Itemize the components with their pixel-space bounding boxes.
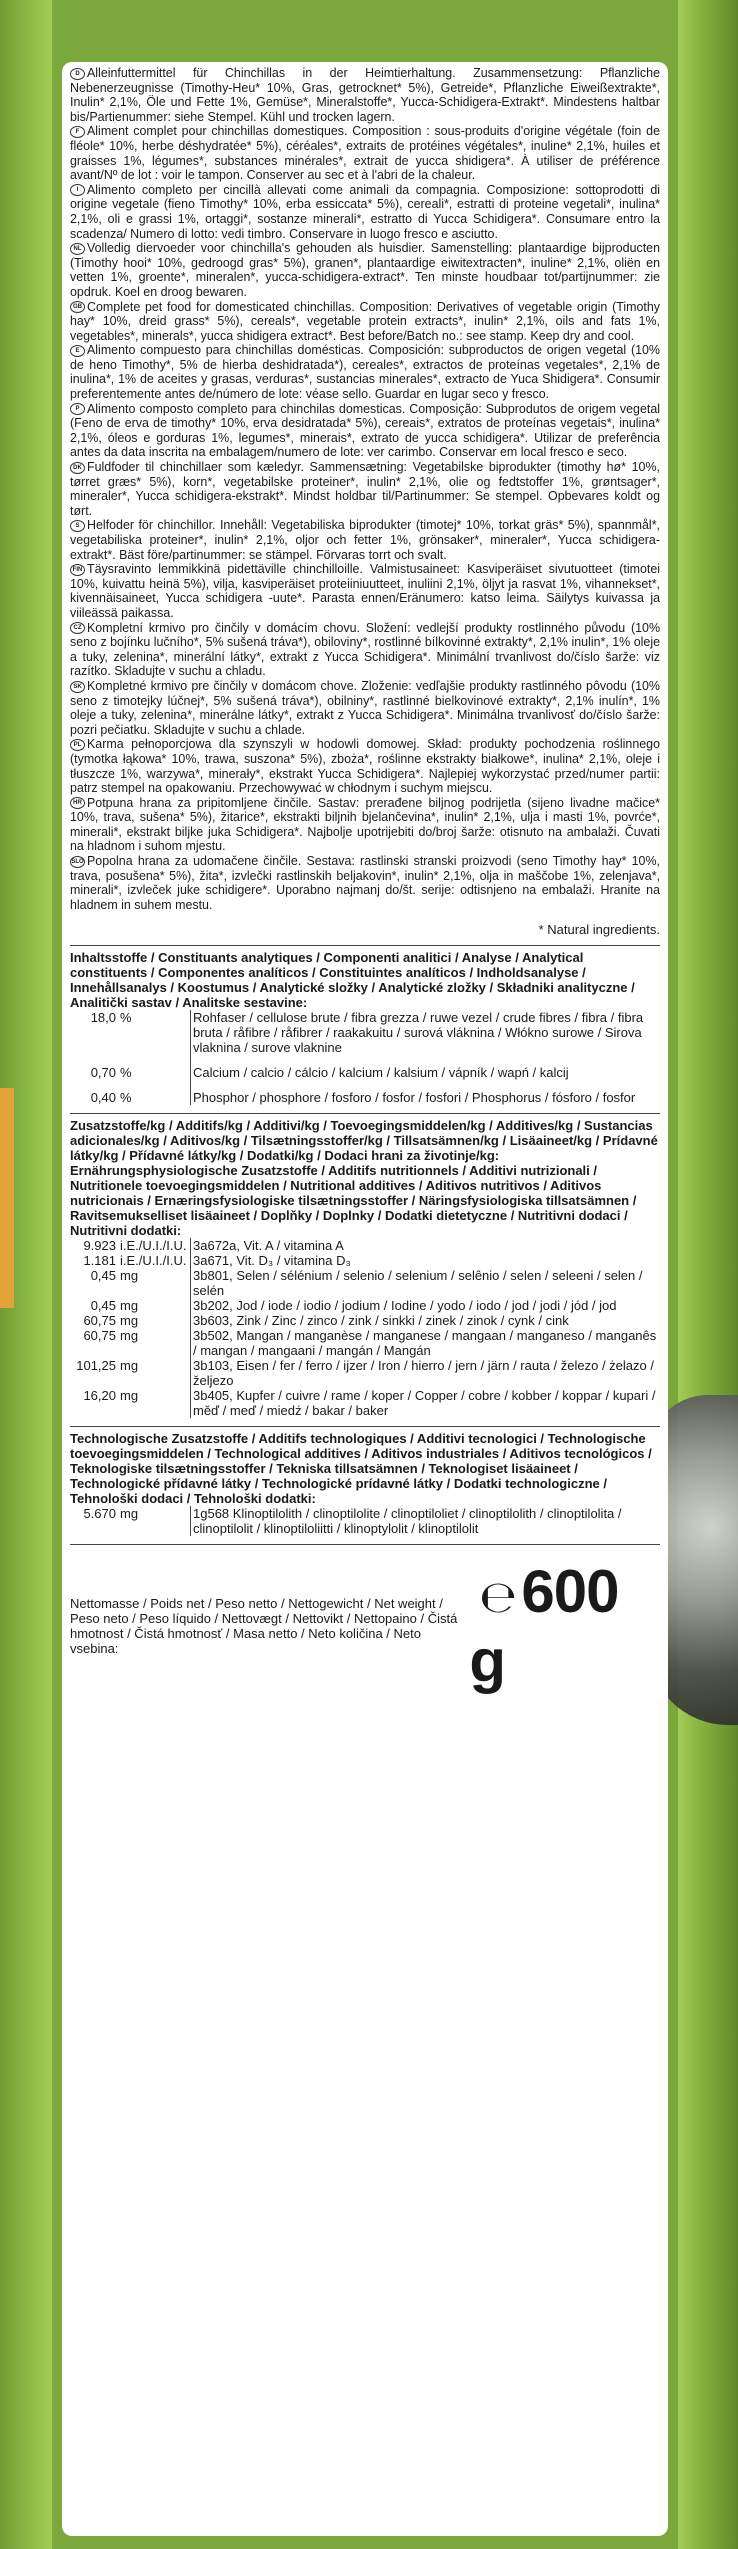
flag-icon: PL — [70, 739, 85, 751]
row-unit: mg — [118, 1313, 191, 1328]
flag-icon: HR — [70, 797, 85, 809]
row-unit: mg — [118, 1268, 191, 1298]
flag-icon: DK — [70, 462, 85, 474]
label-panel — [62, 62, 668, 2536]
row-unit: mg — [118, 1388, 191, 1418]
row-desc: 3b202, Jod / iode / iodio / jodium / Iodine / yodo / iodo / jod / jodi / jód / jod — [193, 1298, 617, 1314]
net-weight-value: 600 g — [469, 1558, 619, 1695]
lang-block-es: E Alimento compuesto para chinchillas domésticas. Composición: subproductos de origen vegetal (10% de heno Timothy*, 5% de hierba deshidratada*), cereales*, extractos de proteínas vegetales*, 2,1% de inulina*, 1% de aceites y grasas, verduras*, sustancias minerales*, extracto de Yuca Shidigera*. Consumir preferentemente antes de/número de lote: véase sello. Guardar en lugar seco y fresco. — [70, 343, 660, 402]
flag-icon: SK — [70, 681, 85, 693]
row-value: 0,40 — [90, 1090, 116, 1106]
table-row — [70, 1358, 660, 1388]
divider — [70, 1113, 660, 1114]
table-row — [70, 1253, 660, 1268]
lang-block-fi: FIN Täysravinto lemmikkinä pidettäville chinchilloille. Valmistusaineet: Kasviperäiset sivutuotteet (timotei 10%, kuivattu heinä 5%), vilja, kasviperäiset proteiiniuutteet, inuliini 2,1%, öljyt ja rasvat 1%, vihannekset*, kivennäisaineet, Yucca schidigera -uute*. Parasta ennen/Eränumero: katso leima. Säilytys kuivassa ja viileässä paikassa. — [70, 562, 660, 620]
analytical-heading: Inhaltsstoffe / Constituants analytiques / Componenti analitici / Analyse / Analytical constituents / Componentes analíticos / Constituintes analíticos / Indholdsanalyse / Innehållsanalys / Koostumus / Analytické složky / Analytické zložky / Składniki analityczne / Analitički sastav / Analitske sestavine: — [70, 950, 635, 1011]
row-unit: i.E./U.I./I.U. — [118, 1238, 191, 1253]
flag-icon: I — [70, 184, 85, 196]
row-value: 0,45 — [90, 1268, 116, 1284]
row-desc: 3b502, Mangan / manganèse / manganese / mangaan / manganeso / manganês / mangan / mangaani / mangán / Mangán — [193, 1328, 657, 1359]
row-value: 5.670 — [83, 1506, 116, 1522]
row-unit: % — [118, 1080, 191, 1105]
row-desc: 3b801, Selen / sélénium / selenio / selenium / selênio / selen / seleeni / selen / selén — [193, 1268, 643, 1299]
lang-block-cz: CZ Kompletní krmivo pro činčily v domácím chovu. Složení: vedlejší produkty rostlinného původu (10% seno z bojínku lučního*, 5% sušená tráva*), obiloviny*, rostlinné bílkovinné extrakty*, 2,1% inulin*, 1% oleje a tuky, zelenina*, minerální látky*, extrakt z Yucca Schidigera*. Minimální trvanlivost do/číslo šarže: viz razítko. Skladujte v suchu a chladu. — [70, 620, 660, 679]
lang-block-dk: DK Fuldfoder til chinchillaer som kæledyr. Sammensætning: Vegetabilske biprodukter (timothy hø* 10%, tørret græs* 5%), korn*, vegetabilske proteiner*, inulin* 2,1%, olie og fedtstoffer 1%, grøntsager*, mineraler*, Yucca schidigera-ekstrakt*. Mindst holdbar til/Partinummer: Se stempel. Opbevares koldt og tørt. — [70, 460, 660, 518]
row-value: 9.923 — [83, 1238, 116, 1254]
row-unit: mg — [118, 1298, 191, 1313]
table-row — [70, 1268, 660, 1298]
row-value: 0,45 — [90, 1298, 116, 1314]
flag-icon: D — [70, 68, 85, 80]
analytical-section — [70, 950, 660, 1105]
additives-table — [70, 1238, 660, 1418]
row-desc: Calcium / calcio / cálcio / kalcium / kalsium / vápník / wapń / kalcij — [193, 1065, 569, 1081]
row-desc: 1g568 Klinoptilolith / clinoptilolite / clinoptiloliet / clinoptilolith / clinoptilolita / clinoptilolit / klinoptiloliitti / klinoptylolit / klinoptilolit — [193, 1506, 622, 1537]
flag-icon: SLO — [70, 856, 85, 868]
lang-block-pt: P Alimento composto completo para chinchilas domesticas. Composição: Subprodutos de origem vegetal (Feno de erva de timothy* 10%, erva desidratada* 5%), cereais*, extratos de proteínas vegetais*, inulina* 2,1%, óleos e gorduras 1%, legumes*, minerais*, extrato de yucca schidigera*. Utilizar de preferência antes da data inscrita na embalagem/numero de lote: ver carimbo. Conservar em local fresco e seco. — [70, 401, 660, 460]
flag-icon: E — [70, 345, 85, 357]
technological-heading: Technologische Zusatzstoffe / Additifs technologiques / Additivi tecnologici / Technologische toevoegingsmiddelen / Technological additives / Aditivos industriales / Aditivos tecnológicos / Teknologiske tilsætningsstoffer / Tekniska tillsatsämnen / Teknologiset lisäaineet / Technologické přídavné látky / Technologické prídavné látky / Dodatki technologiczne / Tehnološki dodaci / Tehnološki dodatki: — [70, 1431, 652, 1507]
row-desc: 3b603, Zink / Zinc / zinco / zink / sinkki / zinek / zinok / cynk / cink — [193, 1313, 569, 1329]
row-value: 0,70 — [90, 1065, 116, 1081]
divider — [70, 1426, 660, 1427]
lang-block-it: I Alimento completo per cincillà allevati come animali da compagnia. Composizione: sottoprodotti di origine vegetale (fieno Timothy* 10%, erba essiccata* 5%), cereali*, estratti di proteine vegetali*, inulina* 2,1%, oli e grassi 1%, ortaggi*, sostanze minerali*, estratto di Yucca Schidigera*. Consumare entro la scadenza/ Numero di lotto: vedi timbro. Conservare in luogo fresco e asciutto. — [70, 182, 660, 241]
flag-icon: F — [70, 126, 85, 138]
nutritional-additives-heading: Ernährungsphysiologische Zusatzstoffe / Additifs nutritionnels / Additivi nutrizionali / Nutritionele toevoegingsmiddelen / Nutritional additives / Aditivos nutritivos / Aditivos nutricionais / Ernæringsfysiologiske tilsætningsstoffer / Näringsfysiologiska tillsatsämnen / Ravitsemukselliset lisäaineet / Doplňky / Doplnky / Dodatki dietetyczne / Nutritivni dodaci / Nutritivni dodatki: — [70, 1163, 637, 1239]
row-desc: 3b103, Eisen / fer / ferro / ijzer / Iron / hierro / jern / järn / rauta / železo / żelazo / željezo — [193, 1358, 654, 1389]
table-row — [70, 1388, 660, 1418]
lang-block-hr: HR Potpuna hrana za pripitomljene činčile. Sastav: prerađene biljnog podrijetla (sijeno livadne mačice* 10%, trava, sušena* 5%), žitarice*, ekstrakti biljnih bjelančevina*, inulin* 2,1%, ulja i masti 1%, povrće*, minerali*, ekstrakt biljke juka Schidigera*. Najbolje upotrijebiti do/broj šarže: otisnuto na ambalaži. Čuvati na hladnom i suhom mjestu. — [70, 795, 660, 854]
flag-icon: CZ — [70, 622, 85, 634]
flag-icon: S — [70, 520, 85, 532]
package-side-right — [678, 0, 738, 2549]
lang-block-pl: PL Karma pełnoporcjowa dla szynszyli w hodowli domowej. Skład: produkty pochodzenia roślinnego (tymotka łąkowa* 10%, trawa, suszona* 5%), zboża*, roślinne ekstrakty białkowe*, inulina* 2,1%, oleje i tłuszcze 1%, warzywa*, minerały*, ekstrakt Yucca Schidigera*. Najlepiej wykorzystać przed/numer partii: patrz stempel na opakowaniu. Przechowywać w chłodnym i suchym miejscu. — [70, 737, 660, 796]
lang-block-de: D Alleinfuttermittel für Chinchillas in der Heimtierhaltung. Zusammensetzung: Pflanzliche Nebenerzeugnisse (Timothy-Heu* 10%, Gras, getrocknet* 5%), Getreide*, Pflanzliche Eiweißextrakte*, Inulin* 2,1%, Öle und Fette 1%, Gemüse*, Mineralstoffe*, Yucca-Schidigera-Extrakt*. Mindestens haltbar bis/Partienummer: siehe Stempel. Kühl und trocken lagern. — [70, 66, 660, 124]
flag-icon: FIN — [70, 564, 85, 576]
technological-table — [70, 1506, 660, 1536]
row-unit: i.E./U.I./I.U. — [118, 1253, 191, 1268]
table-row — [70, 1328, 660, 1358]
row-value: 60,75 — [83, 1328, 116, 1344]
flag-icon: P — [70, 403, 85, 415]
row-value: 18,0 — [90, 1010, 116, 1026]
row-desc: 3a672a, Vit. A / vitamina A — [193, 1238, 344, 1254]
table-row — [70, 1080, 660, 1105]
flag-icon: NL — [70, 243, 85, 255]
lang-block-slo: SLO Popolna hrana za udomačene činčile. Sestava: rastlinski stranski proizvodi (seno Timothy hay* 10%, trava, posušena* 5%), žita*, izvlečki rastlinskih beljakovin*, inulin* 2,1%, olja in maščobe 1%, zelenjava*, minerali*, izvleček juke schidigere*. Uporabno najmanj do/št. serije: odtisnjeno na embalaži. Hranite na hladnem in suhem mestu. — [70, 854, 660, 912]
row-unit: mg — [118, 1358, 191, 1388]
row-desc: Rohfaser / cellulose brute / fibra grezza / ruwe vezel / crude fibres / fibra / fibra bruta / råfibre / råfibrer / raakakuitu / surová vláknina / Włókno surowe / Sirova vlaknina / surove vlaknine — [193, 1010, 644, 1056]
row-unit: mg — [118, 1506, 191, 1536]
row-desc: 3a671, Vit. D₃ / vitamina D₃ — [193, 1253, 351, 1269]
table-row — [70, 1313, 660, 1328]
package-accent-strip — [0, 1088, 14, 1308]
lang-block-sk: SK Kompletné krmivo pre činčily v domácom chove. Zloženie: vedľajšie produkty rastlinného pôvodu (10% seno z timotejky lúčnej*, 5% sušená tráva*), obilniny*, rastlinné bielkovinové extrakty*, 2,1% inulín*, 1% oleje a tuky, zelenina*, minerálne látky*, extrakt z Yucca Schidigera*. Minimálna trvanlivosť do/číslo šarže: pozri pečiatku. Skladujte v suchu a chlade. — [70, 678, 660, 737]
divider — [70, 1544, 660, 1545]
additives-section — [70, 1118, 660, 1418]
lang-block-fr: F Aliment complet pour chinchillas domestiques. Composition : sous-produits d'origine végétale (foin de fléole* 10%, herbe déshydratée* 5%), céréales*, extraits de protéines végétales*, inuline* 2,1%, huiles et graisses 1%, légumes*, substances minérales*, extrait de yucca shidigera*. À utiliser de préférence avant/Nº de lot : voir le tampon. Conserver au sec et à l'abri de la chaleur. — [70, 124, 660, 183]
lang-block-se: S Helfoder för chinchillor. Innehåll: Vegetabiliska biprodukter (timotej* 10%, torkat gräs* 5%), spannmål*, vegetabiliska proteiner*, inulin* 2,1%, oljor och fetter 1%, grönsaker*, mineraler*, Yucca schidigera-extrakt*. Bäst före/partinummer: se stämpel. Förvaras torrt och svalt. — [70, 518, 660, 562]
composition-list — [70, 66, 660, 912]
additives-heading: Zusatzstoffe/kg / Additifs/kg / Additivi/kg / Toevoegingsmiddelen/kg / Additives/kg / Sustancias adicionales/kg / Aditivos/kg / Tilsætningsstoffer/kg / Tillsatsämnen/kg / Lisäaineet/kg / Prídavné látky/kg / Přídavné látky/kg / Dodatki/kg / Dodaci hrani za životinje/kg: — [70, 1118, 658, 1164]
net-weight — [70, 1557, 660, 1695]
row-unit: % — [118, 1055, 191, 1080]
row-value: 60,75 — [83, 1313, 116, 1329]
row-unit: % — [118, 1010, 191, 1055]
divider — [70, 945, 660, 946]
table-row — [70, 1506, 660, 1536]
analytical-table — [70, 1010, 660, 1105]
table-row — [70, 1238, 660, 1253]
row-value: 101,25 — [76, 1358, 116, 1374]
net-weight-labels: Nettomasse / Poids net / Peso netto / Nettogewicht / Net weight / Peso neto / Peso líquido / Nettovægt / Nettovikt / Nettopaino / Čistá hmotnost / Čistá hmotnosť / Masa netto / Neto količina / Neto vsebina: — [70, 1596, 458, 1657]
table-row — [70, 1298, 660, 1313]
technological-section — [70, 1431, 660, 1536]
row-value: 16,20 — [83, 1388, 116, 1404]
estimated-sign-icon: ℮ — [479, 1572, 517, 1624]
flag-icon: GB — [70, 301, 85, 313]
row-unit: mg — [118, 1328, 191, 1358]
row-value: 1.181 — [83, 1253, 116, 1269]
table-row — [70, 1055, 660, 1080]
table-row — [70, 1010, 660, 1055]
row-desc: 3b405, Kupfer / cuivre / rame / koper / Copper / cobre / kobber / koppar / kupari / měď / meď / miedź / bakar / baker — [193, 1388, 656, 1419]
natural-ingredients-note: * Natural ingredients. — [538, 922, 660, 938]
lang-block-nl: NL Volledig diervoeder voor chinchilla's gehouden als huisdier. Samenstelling: plantaardige bijproducten (Timothy hooi* 10%, gedroogd gras* 5%), granen*, plantaardige eiwitextracten*, inuline* 2,1%, oliën en vetten 1%, groente*, mineralen*, yucca-schidigera-extract*. Ten minste houdbaar tot/partijnummer: zie opdruk. Koel en droog bewaren. — [70, 241, 660, 299]
row-desc: Phosphor / phosphore / fosforo / fosfor / fosfori / Phosphorus / fósforo / fosfor — [193, 1090, 636, 1106]
lang-block-gb: GB Complete pet food for domesticated chinchillas. Composition: Derivatives of vegetable origin (Timothy hay* 10%, dreid grass* 5%), cereals*, vegetable protein extracts*, inulin* 2,1%, oils and fats 1%, vegetables*, minerals*, yucca shidigera extract*. Best before/Batch no.: see stamp. Keep dry and cool. — [70, 299, 660, 343]
